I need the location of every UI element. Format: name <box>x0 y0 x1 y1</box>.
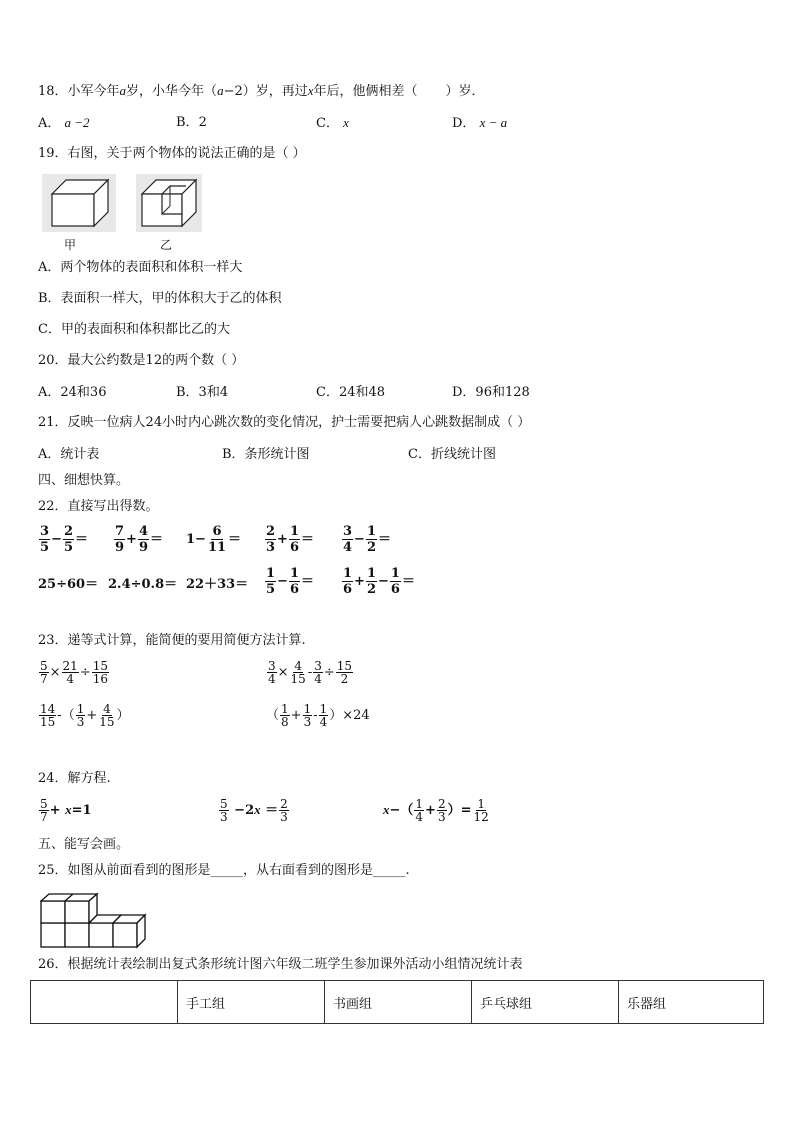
q20-option-c: C．24和48 <box>316 385 386 400</box>
q25-stem: 25．如图从前面看到的图形是_____，从右面看到的图形是_____. <box>38 863 410 878</box>
q24-stem: 24．解方程. <box>38 771 111 786</box>
q23-expr-4: （ $\frac{1}{8}$ + $\frac{1}{3}$ - $\frac{1}{4}$ ）×24 <box>266 702 370 729</box>
q18-var-a: a <box>119 83 127 98</box>
q18-text-5: ）岁． <box>445 84 485 99</box>
cuboid-figure-jia <box>42 174 116 232</box>
q20-option-b: B．3和4 <box>176 385 229 400</box>
q22-expr-8: 22＋33＝ <box>186 577 249 592</box>
cuboid-figure-yi <box>136 174 202 232</box>
q18-var-x: x <box>307 83 314 98</box>
q18-option-a: A． a −2 <box>38 115 90 131</box>
q22-expr-9: $\frac{1}{5}$ − $\frac{1}{6}$ ＝ <box>266 566 315 597</box>
q21-option-c: C．折线统计图 <box>408 447 496 462</box>
q20-option-a: A．24和36 <box>38 385 107 400</box>
q18-text-2: 岁，小华今年（ <box>126 84 218 99</box>
q21-option-a: A．统计表 <box>38 447 100 462</box>
q22-expr-6: 25÷60＝ <box>38 577 99 592</box>
activity-group-table <box>30 980 764 1024</box>
q22-expr-4: $\frac{2}{3}$ + $\frac{1}{6}$ ＝ <box>266 524 315 555</box>
q23-expr-1: $\frac{5}{7}$ × $\frac{21}{4}$ ÷ $\frac{15}{16}$ <box>40 659 109 686</box>
q21-option-b: B．条形统计图 <box>222 447 310 462</box>
q18-text-4: 年后，他俩相差（ <box>313 84 418 99</box>
q18-option-d: D． x − a <box>452 115 508 131</box>
fig-label-yi: 乙 <box>160 238 173 252</box>
section-5-heading: 五、能写会画。 <box>38 837 130 852</box>
table-row <box>31 981 764 1024</box>
q22-expr-7: 2.4÷0.8＝ <box>108 577 178 592</box>
q20-option-d: D．96和128 <box>452 385 530 400</box>
q21-stem: 21．反映一位病人24小时内心跳次数的变化情况，护士需要把病人心跳数据制成（ ） <box>38 415 531 430</box>
q22-expr-2: $\frac{7}{9}$ + $\frac{4}{9}$ ＝ <box>115 524 164 555</box>
q22-expr-3: 1− $\frac{6}{11}$ ＝ <box>186 524 242 555</box>
q19-option-c: C．甲的表面积和体积都比乙的大 <box>38 322 230 337</box>
q19-option-a: A．两个物体的表面积和体积一样大 <box>38 260 243 275</box>
q18-option-c: C． x <box>316 115 349 131</box>
q23-expr-2: $\frac{3}{4}$ × $\frac{4}{15}$ - $\frac{3}{4}$ ÷ $\frac{15}{2}$ <box>268 659 353 686</box>
fig-label-jia: 甲 <box>64 238 77 252</box>
q19-stem: 19．右图，关于两个物体的说法正确的是（ ） <box>38 146 306 161</box>
q20-stem: 20．最大公约数是12的两个数（ ） <box>38 353 245 368</box>
q22-expr-10: $\frac{1}{6}$ + $\frac{1}{2}$ − $\frac{1}{6}$ ＝ <box>343 566 415 597</box>
q19-option-b: B．表面积一样大，甲的体积大于乙的体积 <box>38 291 282 306</box>
q22-expr-5: $\frac{3}{4}$ − $\frac{1}{2}$ ＝ <box>343 524 392 555</box>
q22-expr-1: $\frac{3}{5}$ − $\frac{2}{5}$ ＝ <box>40 524 89 555</box>
q18-var-a2: a <box>217 83 224 98</box>
table-header-cell: 乒乓球组 <box>472 981 619 1024</box>
q23-expr-3: $\frac{14}{15}$ -（ $\frac{1}{3}$ + $\frac{4}{15}$ ） <box>40 702 130 729</box>
table-header-cell: 手工组 <box>178 981 325 1024</box>
q18-option-b: B．2 <box>176 115 207 130</box>
table-header-cell: 书画组 <box>325 981 472 1024</box>
q26-stem: 26．根据统计表绘制出复式条形统计图六年级二班学生参加课外活动小组情况统计表 <box>38 957 523 972</box>
q22-stem: 22．直接写出得数。 <box>38 499 159 514</box>
table-header-cell: 乐器组 <box>619 981 764 1024</box>
q24-equation-3: x−（ $\frac{1}{4}$ + $\frac{2}{3}$ ）= $\frac{1}{12}$ <box>383 797 489 824</box>
q23-stem: 23．递等式计算，能简便的要用简便方法计算. <box>38 633 306 648</box>
q18-text-1: 18．小军今年 <box>38 84 120 99</box>
section-4-heading: 四、细想快算。 <box>38 473 130 488</box>
q18-text-3: −2）岁，再过 <box>223 84 308 99</box>
q18-stem <box>38 82 485 101</box>
cube-stack-figure <box>40 893 150 953</box>
q24-equation-1: $\frac{5}{7}$ + x=1 <box>40 797 92 824</box>
table-header-cell <box>31 981 178 1024</box>
q24-equation-2: $\frac{5}{3}$ −2x ＝ $\frac{2}{3}$ <box>220 797 288 824</box>
